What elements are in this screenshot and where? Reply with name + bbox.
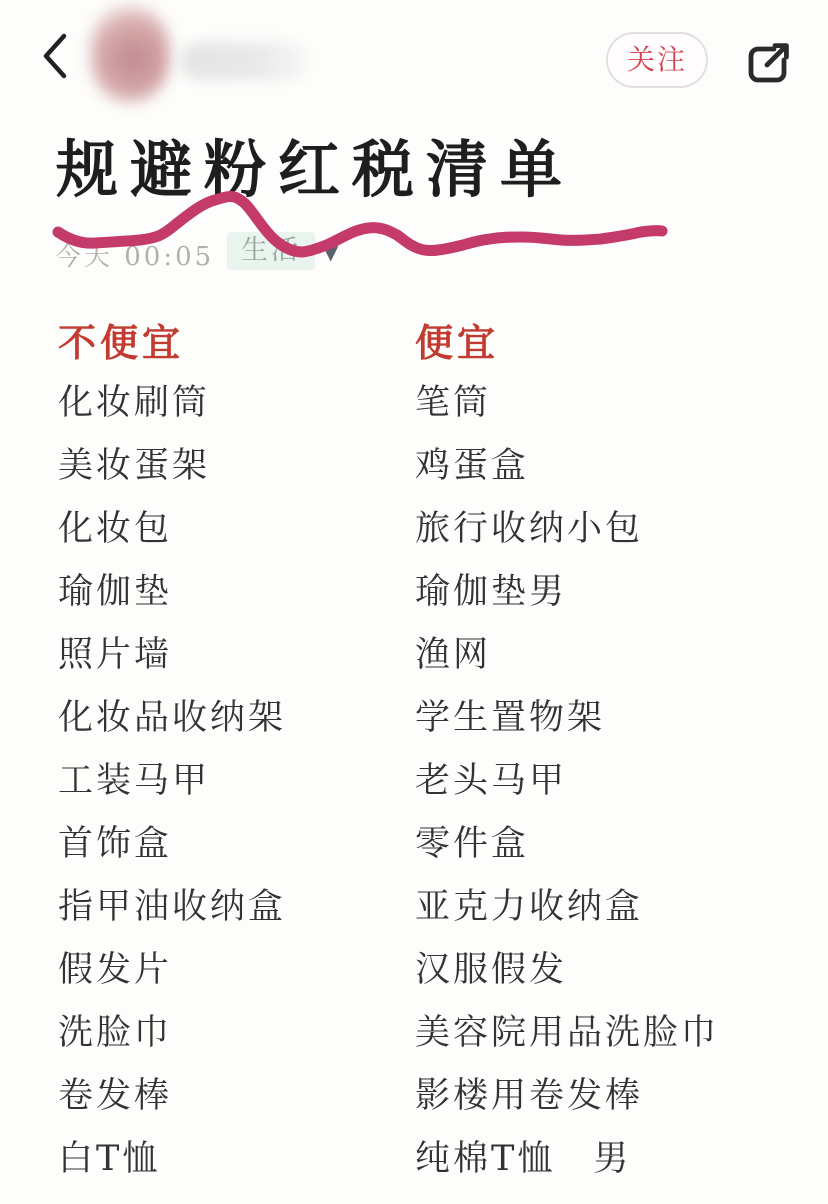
item-not-cheap: 卷发棒 [58,1075,173,1116]
item-cheap: 老头马甲 [415,760,568,801]
item-cheap: 零件盒 [415,823,530,864]
external-link-icon [740,36,796,92]
item-not-cheap: 洗脸巾 [58,1012,173,1053]
item-cheap: 渔网 [415,634,492,675]
table-row [0,368,828,431]
wavy-underline [45,190,675,265]
share-icon[interactable] [740,36,796,92]
item-cheap: 亚克力收纳盒 [415,886,644,927]
follow-button[interactable]: 关注 [606,32,708,88]
top-bar [0,0,828,118]
timestamp: 今天 00:05 [55,242,215,272]
table-row [0,431,828,494]
item-cheap: 纯棉T恤 男 [415,1138,632,1179]
item-not-cheap: 照片墙 [58,634,173,675]
triangle-down-icon: ▼ [323,240,339,264]
table-row [0,683,828,746]
table-row [0,998,828,1061]
item-not-cheap: 化妆品收纳架 [58,697,287,738]
item-not-cheap: 化妆刷筒 [58,382,211,423]
item-not-cheap: 化妆包 [58,508,173,549]
item-cheap: 汉服假发 [415,949,568,990]
item-not-cheap: 指甲油收纳盒 [58,886,287,927]
item-not-cheap: 假发片 [58,949,173,990]
table-row [0,620,828,683]
item-not-cheap: 美妆蛋架 [58,445,211,486]
table-row [0,1124,828,1187]
item-cheap: 瑜伽垫男 [415,571,568,612]
table-row [0,494,828,557]
item-cheap: 笔筒 [415,382,492,423]
item-cheap: 学生置物架 [415,697,606,738]
comparison-list [0,368,828,1187]
table-row [0,809,828,872]
column-header-cheap: 便宜 [415,320,500,365]
item-not-cheap: 首饰盒 [58,823,173,864]
username-redacted [180,42,308,80]
item-not-cheap: 瑜伽垫 [58,571,173,612]
column-headers [0,312,828,365]
table-row [0,746,828,809]
table-row [0,1061,828,1124]
avatar[interactable] [90,6,170,102]
chevron-left-icon [36,30,76,82]
item-not-cheap: 工装马甲 [58,760,211,801]
table-row [0,872,828,935]
item-cheap: 鸡蛋盒 [415,445,530,486]
item-cheap: 旅行收纳小包 [415,508,644,549]
back-button[interactable] [36,30,76,82]
item-not-cheap: 白T恤 [58,1138,161,1179]
item-cheap: 美容院用品洗脸巾 [415,1012,720,1053]
item-cheap: 影楼用卷发棒 [415,1075,644,1116]
column-header-not-cheap: 不便宜 [58,320,185,365]
post-title: 规避粉红税清单 [56,133,575,206]
table-row [0,557,828,620]
category-tag[interactable]: 生活 [227,232,315,270]
table-row [0,935,828,998]
